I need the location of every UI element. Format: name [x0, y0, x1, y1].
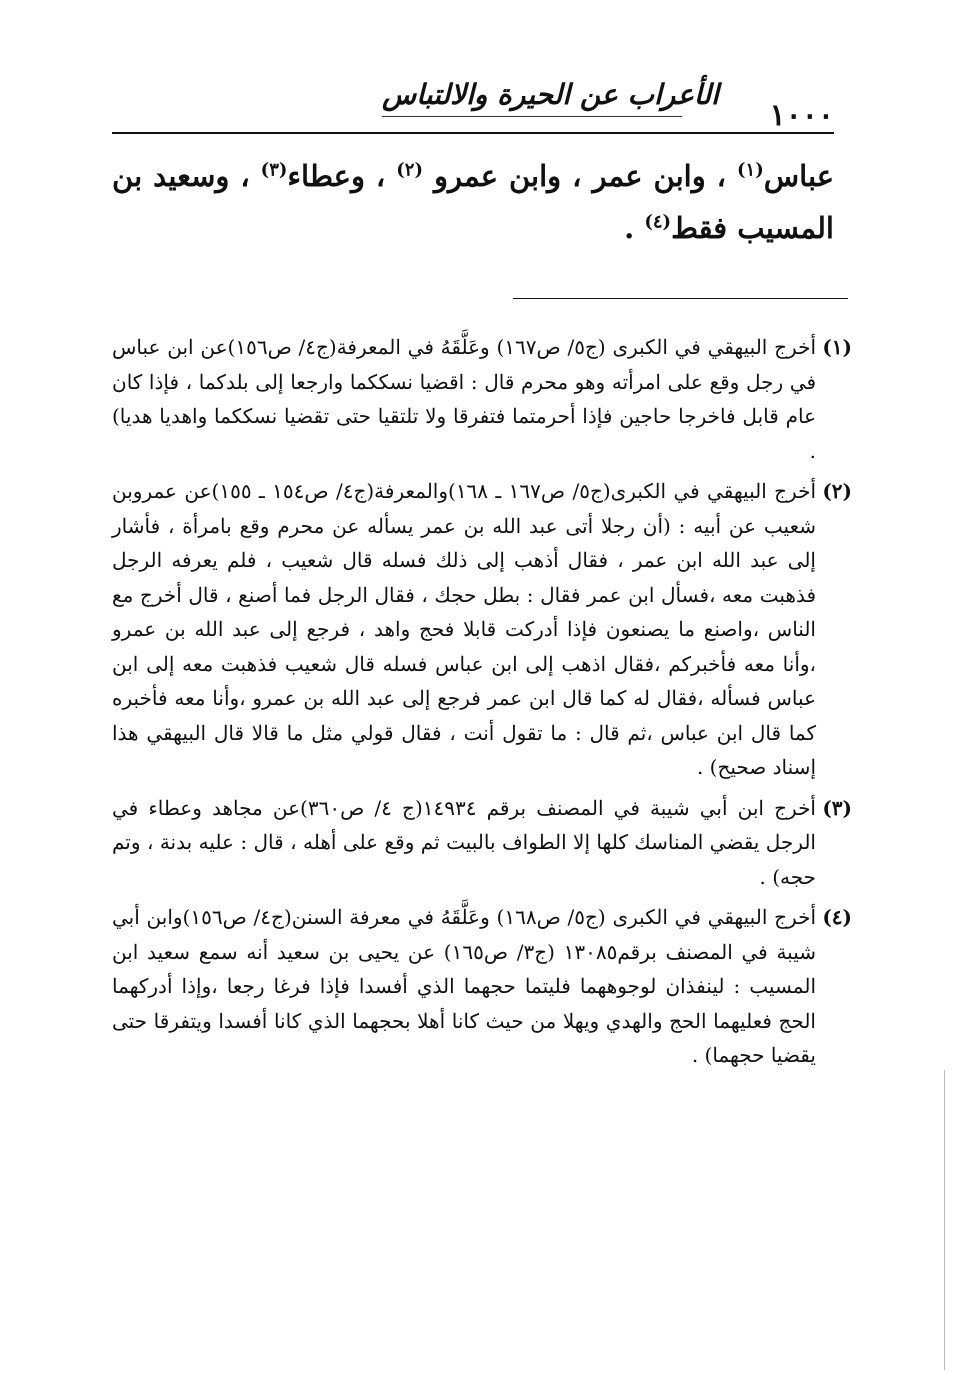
footnote-ref-4: (٤) — [644, 211, 672, 233]
footnote-text: أخرج البيهقي في الكبرى (ج٥/ ص١٦٧) وعَلَّقَهُ في المعرفة(ج٤/ ص١٥٦)عن ابن عباس في رجل وقع على امرأته وهو محرم قال : اقضيا نسككما وارجعا إلى بلدكما ، فإذا كان عام قابل فاخرجا حاجين فإذا أحرمتما فتفرقا ولا تلتقيا حتى تقضيا نسككما واهديا هديا) . — [112, 335, 816, 463]
main-text-segment: ، وعطاء — [287, 159, 397, 193]
header-divider — [112, 132, 834, 134]
footnote-ref-3: (٣) — [260, 159, 288, 181]
footnote-number: (١) — [822, 335, 852, 359]
footnote-4 — [112, 900, 852, 1073]
page-header — [112, 70, 834, 132]
main-text-segment: ، وسعيد بن المسيب فقط — [112, 159, 834, 245]
footnote-text: أخرج البيهقي في الكبرى (ج٥/ ص١٦٨) وعَلَّقَهُ في معرفة السنن(ج٤/ ص١٥٦)وابن أبي شيبة في المصنف برقم١٣٠٨٥ (ج٣/ ص١٦٥) عن يحيى بن سعيد أنه سمع سعيد ابن المسيب : لينفذان لوجوههما فليتما حجهما الذي أفسدا فإذا فرغا رجعا ،وإذا أدركهما الحج فعليهما الحج والهدي ويهلا من حيث كانا أهلا بحجهما الذي كانا أفسدا ويتفرقا حتى يقضيا حجهما) . — [112, 905, 816, 1067]
footnote-text: أخرج ابن أبي شيبة في المصنف برقم ١٤٩٣٤(ج ٤/ ص٣٦٠)عن مجاهد وعطاء في الرجل يقضي المناسك كلها إلا الطواف بالبيت ثم وقع على أهله ، قال : عليه بدنة ، وتم حجه) . — [112, 795, 816, 889]
book-title: الأعراب عن الحيرة والالتباس — [382, 78, 719, 111]
footnote-ref-2: (٢) — [396, 159, 423, 181]
footnote-number: (٤) — [822, 905, 852, 929]
main-text-segment: . — [624, 211, 645, 245]
scan-edge-line — [944, 1070, 946, 1370]
footnotes-section — [112, 330, 852, 1079]
main-text-segment: ، وابن عمر ، وابن عمرو — [422, 159, 737, 193]
footnote-3 — [112, 791, 852, 895]
footnote-ref-1: (١) — [736, 159, 764, 181]
page-number: ١٠٠٠ — [769, 98, 834, 133]
main-paragraph — [112, 150, 834, 254]
main-text-segment: عباس — [763, 159, 835, 193]
footnote-number: (٣) — [822, 795, 852, 820]
footnote-separator — [513, 298, 848, 299]
title-ornament — [382, 116, 682, 121]
footnote-text: أخرج البيهقي في الكبرى(ج٥/ ص١٦٧ ـ ١٦٨)والمعرفة(ج٤/ ص١٥٤ ـ ١٥٥)عن عمروبن شعيب عن أبيه : (أن رجلا أتى عبد الله بن عمر يسأله عن محرم وقع بامرأة ، فأشار إلى عبد الله ابن عمر ، فقال أذهب إلى ذلك فسله قال شعيب ، فلم يعرفه الرجل فذهبت معه ،فسأل ابن عمر فقال : بطل حجك ، فقال الرجل فما أصنع ، قال أخرج مع الناس ،واصنع ما يصنعون فإذا أدركت قابلا فحج واهد ، فرجع إلى عبد الله بن عمرو ،وأنا معه فأخبركم ،فقال اذهب إلى ابن عباس فسله قال شعيب فذهبت معه إلى ابن عباس فسأله ،فقال له كما قال ابن عمر فرجع إلى عبد الله بن عمرو ،وأنا معه فأخبره كما قال ابن عباس ،ثم قال : ما تقول أنت ، فقال قولي مثل ما قالا قال البيهقي هذا إسناد صحيح) . — [112, 479, 817, 779]
footnote-2 — [112, 474, 852, 785]
footnote-number: (٢) — [822, 479, 852, 503]
main-text — [112, 150, 834, 254]
footnote-1 — [112, 330, 852, 468]
